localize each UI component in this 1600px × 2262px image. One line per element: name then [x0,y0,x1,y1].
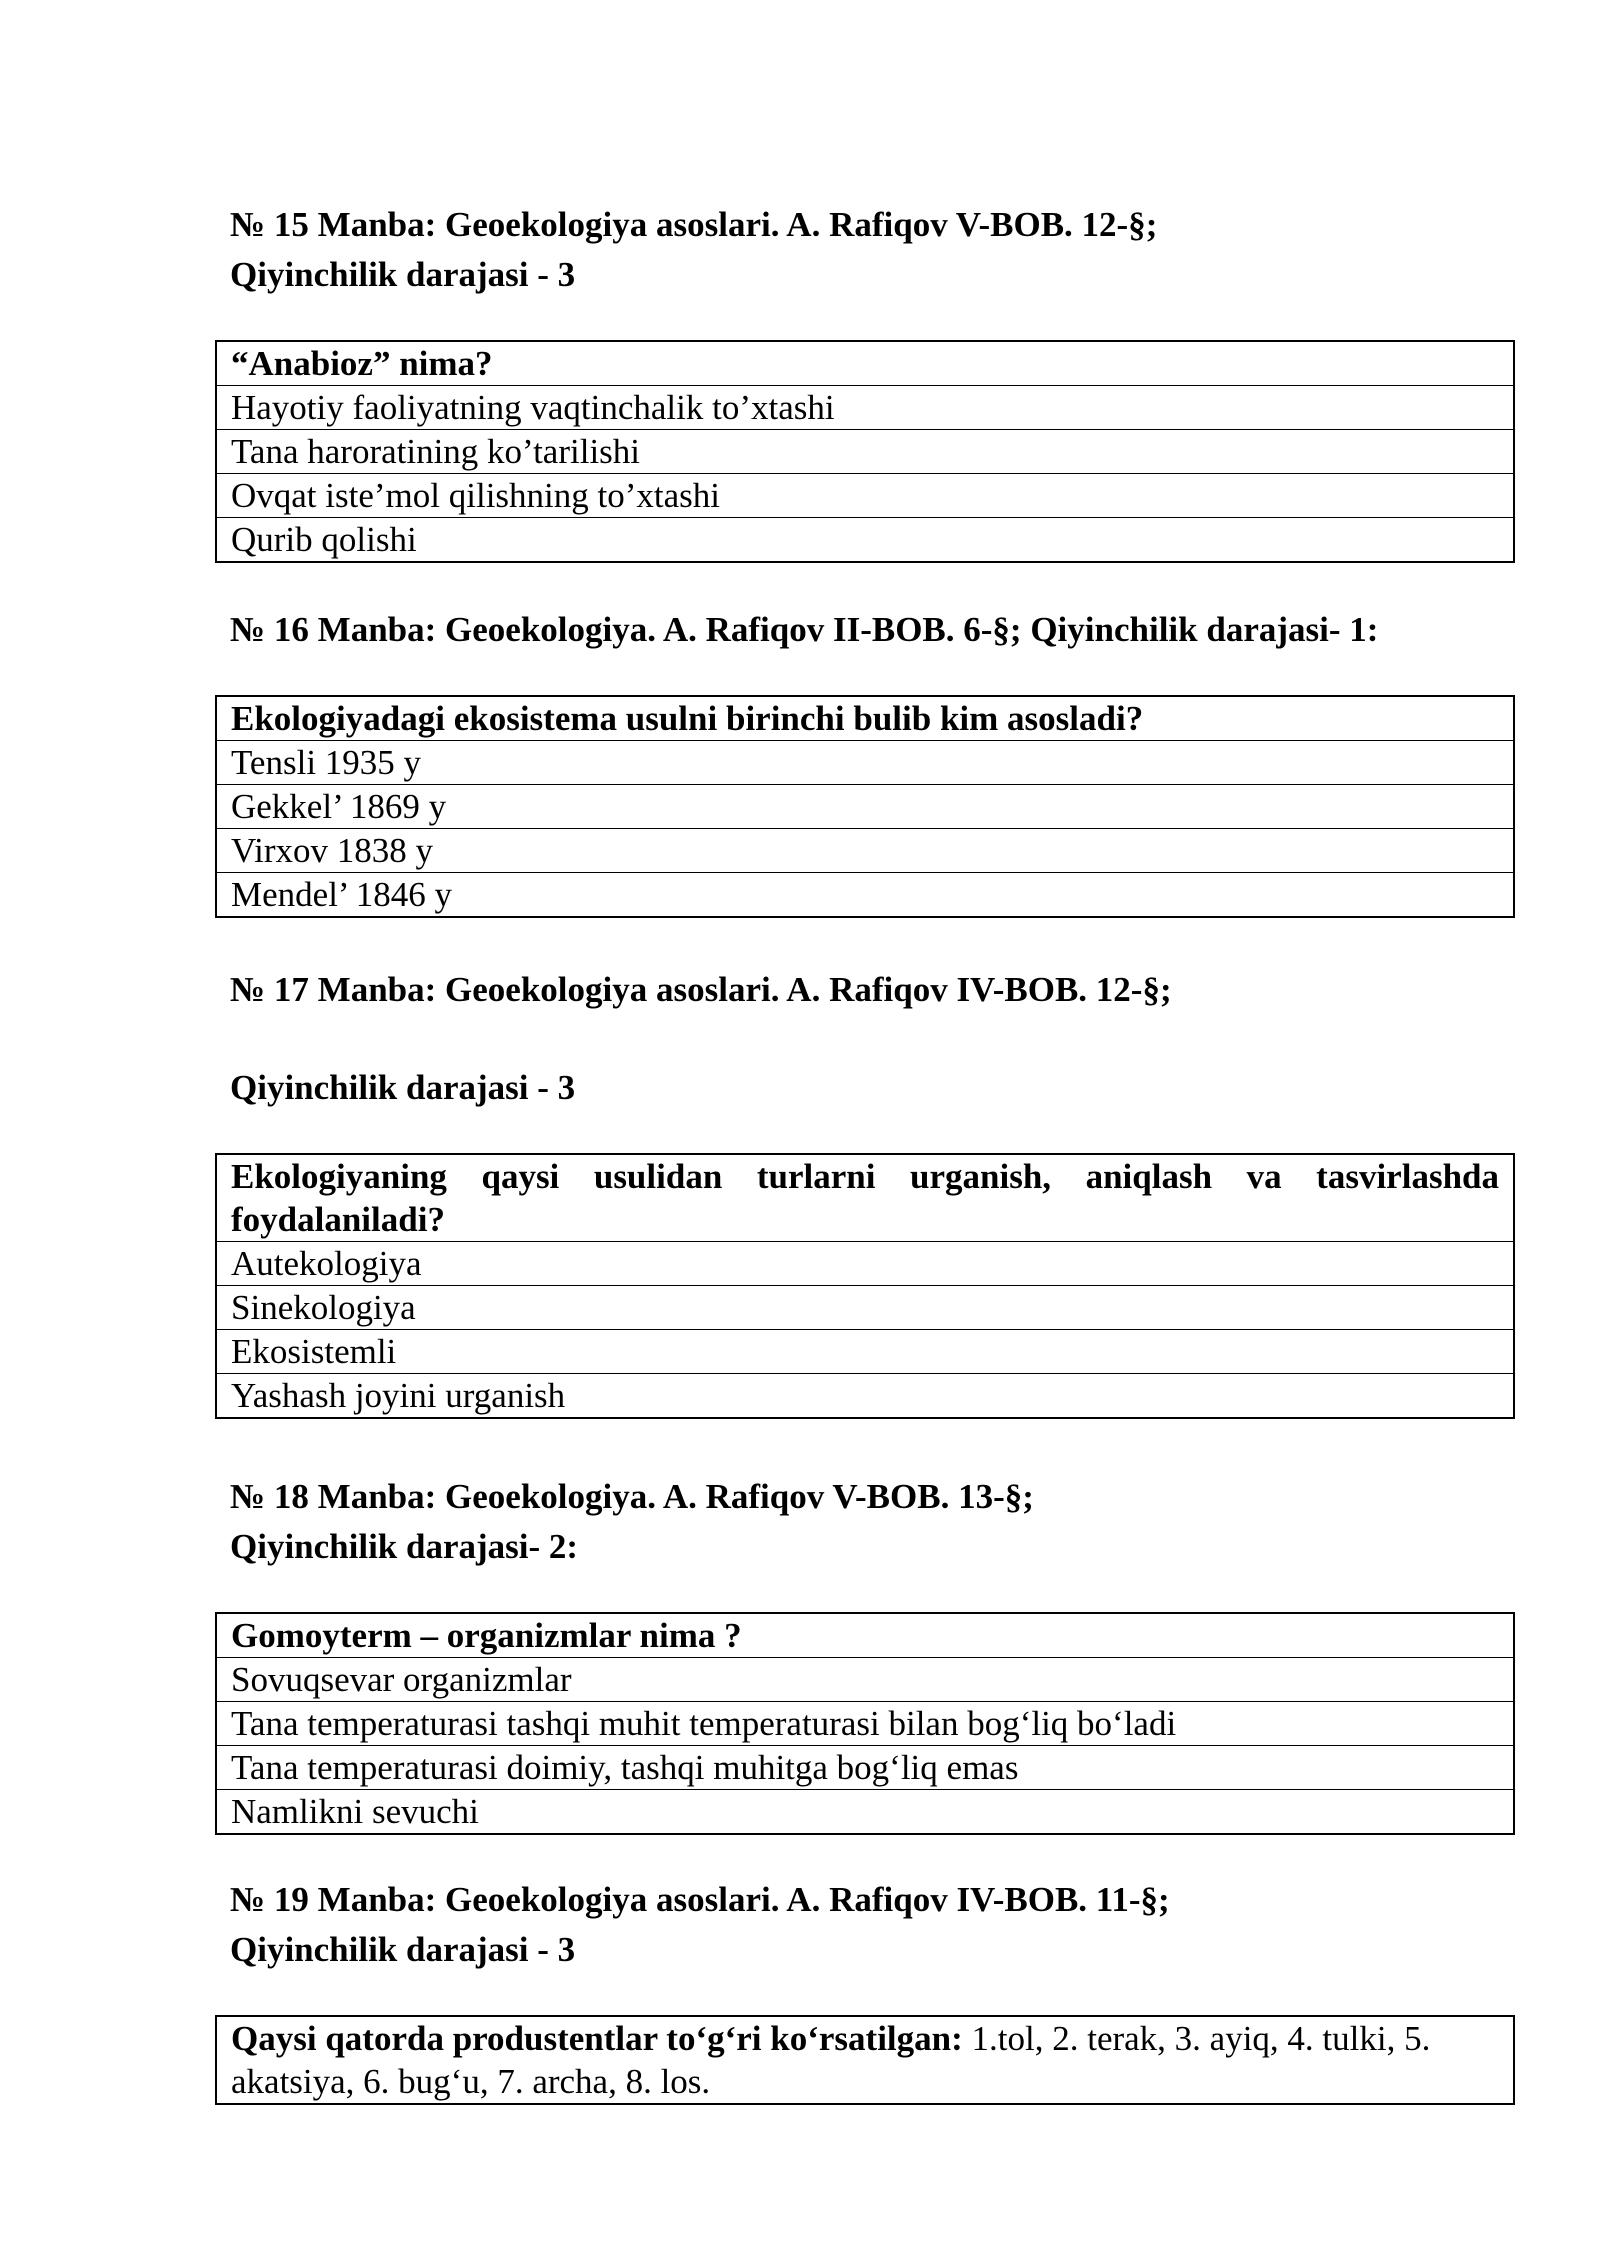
question-block-18 [215,1472,1515,1835]
difficulty-line: Qiyinchilik darajasi - 3 [230,1068,576,1107]
question-block-19 [215,1875,1515,2105]
answer-option: Gekkel’ 1869 y [216,785,1514,829]
answer-option: Qurib qolishi [216,518,1514,563]
answer-option: Autekologiya [216,1242,1514,1286]
question-header [230,1875,1515,1975]
question-table [215,1153,1515,1419]
question-header [230,1472,1515,1572]
answer-option: Mendel’ 1846 y [216,873,1514,918]
answer-option: Tana temperaturasi doimiy, tashqi muhitga bog‘liq emas [216,1746,1514,1790]
question-table [215,340,1515,563]
question-block-15 [215,200,1515,563]
difficulty-line: Qiyinchilik darajasi - 3 [230,1930,576,1969]
question-header [230,605,1515,655]
answer-option: Tensli 1935 y [216,741,1514,785]
question-table [215,2015,1515,2105]
source-line: № 17 Manba: Geoekologiya asoslari. A. Rafiqov IV-BOB. 12-§; [230,970,1172,1009]
question-block-17 [215,965,1515,1419]
answer-option: Sovuqsevar organizmlar [216,1658,1514,1702]
answer-option: Namlikni sevuchi [216,1790,1514,1835]
question-text: Gomoyterm – organizmlar nima ? [216,1613,1514,1658]
answer-option: Ekosistemli [216,1330,1514,1374]
question-text: Ekologiyadagi ekosistema usulni birinchi bulib kim asosladi? [216,696,1514,741]
question-options-text: 1.tol, 2. terak, 3. ayiq, 4. tulki, 5. akatsiya, 6. bug‘u, 7. archa, 8. los. [231,2019,1431,2101]
answer-option: Virxov 1838 y [216,829,1514,873]
question-block-16 [215,605,1515,918]
source-line: № 19 Manba: Geoekologiya asoslari. A. Rafiqov IV-BOB. 11-§; [230,1880,1170,1919]
source-line: № 15 Manba: Geoekologiya asoslari. A. Rafiqov V-BOB. 12-§; [230,205,1158,244]
question-table [215,695,1515,918]
answer-option: Tana temperaturasi tashqi muhit temperaturasi bilan bog‘liq bo‘ladi [216,1702,1514,1746]
question-text: “Anabioz” nima? [216,341,1514,386]
source-line: № 16 Manba: Geoekologiya. A. Rafiqov II-BOB. 6-§; Qiyinchilik darajasi- 1: [230,610,1379,649]
difficulty-line: Qiyinchilik darajasi - 3 [230,255,576,294]
answer-option: Hayotiy faoliyatning vaqtinchalik to’xtashi [216,386,1514,430]
source-line: № 18 Manba: Geoekologiya. A. Rafiqov V-BOB. 13-§; [230,1477,1034,1516]
question-table [215,1612,1515,1835]
answer-option: Sinekologiya [216,1286,1514,1330]
question-header [230,200,1515,300]
answer-option: Tana haroratining ko’tarilishi [216,430,1514,474]
answer-option: Yashash joyini urganish [216,1374,1514,1419]
answer-option: Ovqat iste’mol qilishning to’xtashi [216,474,1514,518]
question-cell [216,2016,1514,2104]
question-header [230,965,1515,1113]
question-text: Ekologiyaning qaysi usulidan turlarni urganish, aniqlash va tasvirlashda foydalaniladi? [216,1154,1514,1242]
difficulty-line: Qiyinchilik darajasi- 2: [230,1527,579,1566]
question-text: Qaysi qatorda produstentlar to‘g‘ri ko‘rsatilgan: [231,2019,963,2058]
